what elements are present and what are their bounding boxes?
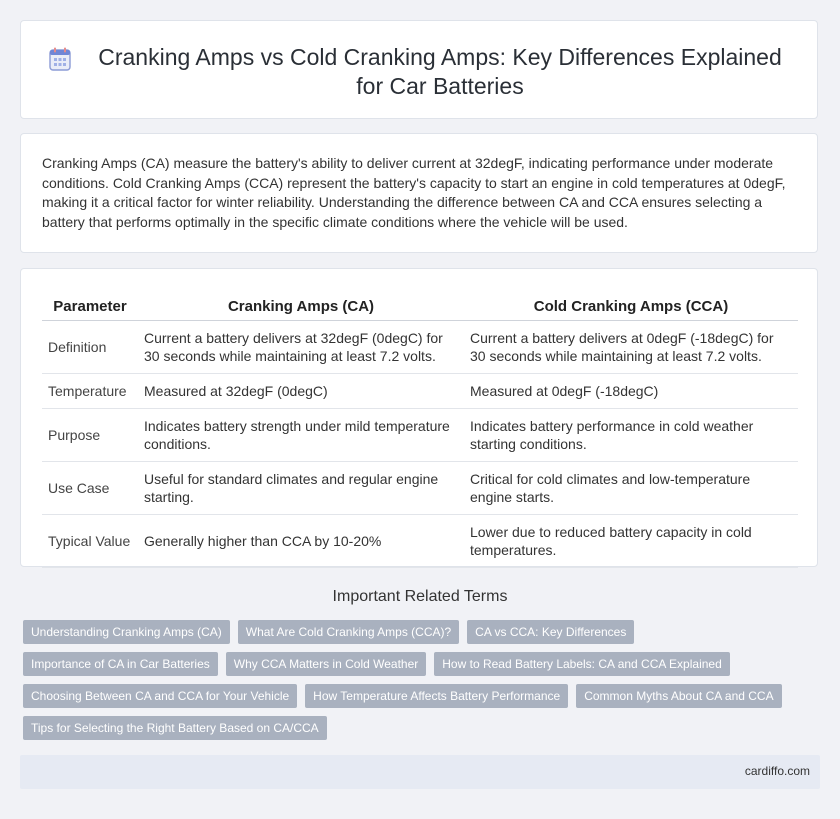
column-header: Parameter xyxy=(42,293,138,321)
table-cell-cca: Lower due to reduced battery capacity in cold temperatures. xyxy=(464,515,798,568)
calendar-icon xyxy=(49,47,71,71)
table-cell-cca: Critical for cold climates and low-temperature engine starts. xyxy=(464,462,798,515)
related-term-tag[interactable]: What Are Cold Cranking Amps (CCA)? xyxy=(238,620,459,644)
column-header: Cold Cranking Amps (CCA) xyxy=(464,293,798,321)
related-term-tag[interactable]: Understanding Cranking Amps (CA) xyxy=(23,620,230,644)
table-cell-ca: Current a battery delivers at 32degF (0degC) for 30 seconds while maintaining at least 7.2 volts. xyxy=(138,321,464,374)
table-cell-ca: Measured at 32degF (0degC) xyxy=(138,374,464,409)
table-row xyxy=(42,462,798,515)
table-cell-cca: Indicates battery performance in cold weather starting conditions. xyxy=(464,409,798,462)
table-cell-ca: Useful for standard climates and regular engine starting. xyxy=(138,462,464,515)
related-term-tag[interactable]: How to Read Battery Labels: CA and CCA Explained xyxy=(434,652,730,676)
table-cell-parameter: Purpose xyxy=(42,409,138,462)
column-header: Cranking Amps (CA) xyxy=(138,293,464,321)
related-term-tag[interactable]: CA vs CCA: Key Differences xyxy=(467,620,634,644)
table-cell-parameter: Typical Value xyxy=(42,515,138,568)
table-header-row xyxy=(42,293,798,321)
table-cell-ca: Indicates battery strength under mild temperature conditions. xyxy=(138,409,464,462)
table-row xyxy=(42,515,798,568)
related-term-tag[interactable]: How Temperature Affects Battery Performance xyxy=(305,684,568,708)
table-row xyxy=(42,321,798,374)
table-cell-parameter: Use Case xyxy=(42,462,138,515)
intro-paragraph: Cranking Amps (CA) measure the battery's ability to deliver current at 32degF, indicating performance under moderate conditions. Cold Cranking Amps (CCA) represent the battery's capacity to start an engine in cold temperatures at 0degF, making it a critical factor for winter reliability. Understanding the difference between CA and CCA ensures selecting a battery that performs optimally in the specific climate conditions where the vehicle will be used. xyxy=(42,155,786,230)
related-terms-heading: Important Related Terms xyxy=(332,588,508,605)
related-term-tag[interactable]: Tips for Selecting the Right Battery Based on CA/CCA xyxy=(23,716,327,740)
related-term-tag[interactable]: Common Myths About CA and CCA xyxy=(576,684,781,708)
page-title: Cranking Amps vs Cold Cranking Amps: Key Differences Explained for Car Batteries xyxy=(98,44,782,99)
table-cell-parameter: Definition xyxy=(42,321,138,374)
footer xyxy=(20,755,820,789)
table-cell-ca: Generally higher than CCA by 10-20% xyxy=(138,515,464,568)
related-terms-list xyxy=(23,620,813,748)
table-cell-cca: Current a battery delivers at 0degF (-18degC) for 30 seconds while maintaining at least 7.2 volts. xyxy=(464,321,798,374)
footer-site-link[interactable]: cardiffo.com xyxy=(744,764,810,778)
table-row xyxy=(42,374,798,409)
comparison-card xyxy=(20,268,818,567)
header-card xyxy=(20,20,818,119)
related-term-tag[interactable]: Why CCA Matters in Cold Weather xyxy=(226,652,427,676)
related-term-tag[interactable]: Importance of CA in Car Batteries xyxy=(23,652,218,676)
table-cell-parameter: Temperature xyxy=(42,374,138,409)
related-term-tag[interactable]: Choosing Between CA and CCA for Your Vehicle xyxy=(23,684,297,708)
table-row xyxy=(42,409,798,462)
intro-card xyxy=(20,133,818,253)
comparison-table xyxy=(42,293,798,568)
table-cell-cca: Measured at 0degF (-18degC) xyxy=(464,374,798,409)
